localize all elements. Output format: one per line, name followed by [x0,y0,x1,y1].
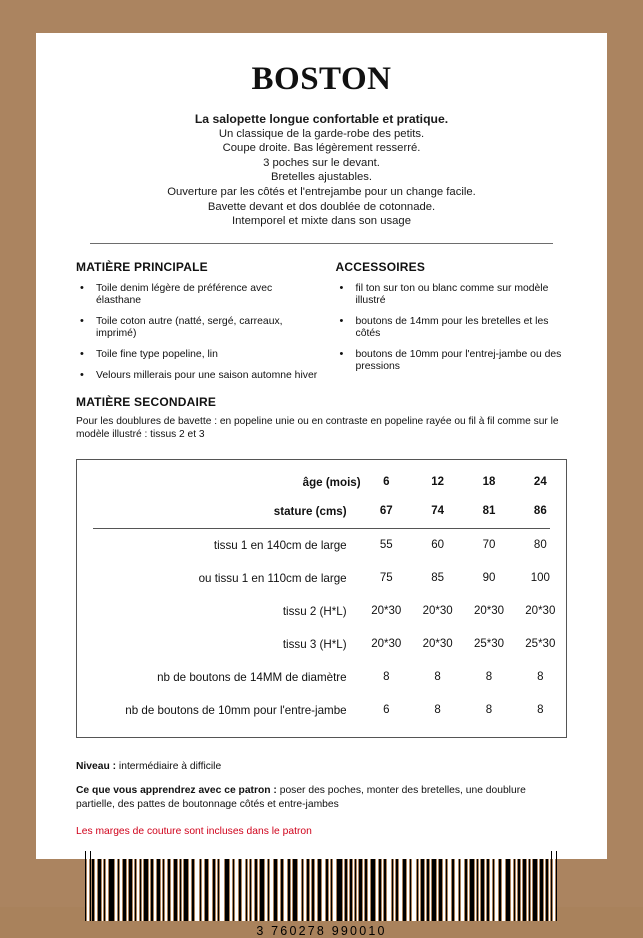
cell: 8 [434,671,441,684]
page-title: BOSTON [251,61,392,97]
cell: 24 [533,476,547,489]
list-item: • boutons de 14mm pour les bretelles et les côtés [336,316,576,340]
seam-allowance-note: Les marges de couture sont incluses dans le patron [76,826,312,838]
cell: 8 [434,704,441,717]
cell: 75 [379,572,393,585]
cell: 20*30 [525,605,556,618]
pattern-sheet [36,33,607,938]
barcode-area [62,859,581,938]
cell: 20*30 [371,638,402,651]
size-table-body [77,529,566,727]
cell: 100 [530,572,550,585]
size-table-container [76,459,567,738]
cell: 6 [383,476,390,489]
level-row [76,760,567,774]
cell: 20*30 [422,605,453,618]
cell: 12 [431,476,445,489]
intro-lead: La salopette longue confortable et pratique. [194,112,449,126]
row-label: âge (mois) [302,475,361,489]
table-row [77,628,566,661]
intro-line: Intemporel et mixte dans son usage [232,215,411,228]
divider [90,243,553,244]
cell: 81 [482,505,496,518]
intro-block [62,112,581,229]
main-fabric-section [76,260,326,391]
cell: 25*30 [525,638,556,651]
list-item: • Toile fine type popeline, lin [76,349,318,361]
table-row-stature [77,495,566,528]
learn-row [76,784,567,811]
cell: 90 [482,572,496,585]
learn-value: poser des poches, monter des bretelles, une doublure partielle, des pattes de boutonnage côtés et entre-jambes [76,785,526,810]
cell: 20*30 [473,605,504,618]
materials-columns [62,260,581,391]
intro-line: Bavette devant et dos doublée de cotonnade. [207,200,436,213]
secondary-fabric-heading: MATIÈRE SECONDAIRE [76,394,217,409]
list-item: • fil ton sur ton ou blanc comme sur modèle illustré [336,283,576,307]
cell: 86 [533,505,547,518]
accessories-heading: ACCESSOIRES [335,259,426,274]
cell: 8 [485,671,493,684]
table-row [77,529,566,562]
intro-line: Bretelles ajustables. [270,171,373,184]
accessories-section [326,260,576,391]
row-label: tissu 1 en 140cm de large [213,538,347,552]
row-label: nb de boutons de 10mm pour l'entre-jambe [125,703,347,717]
row-label: stature (cms) [273,504,347,518]
barcode-number: 3 760278 990010 [256,923,387,938]
cell: 74 [431,505,445,518]
table-row [77,694,566,727]
main-fabric-heading: MATIÈRE PRINCIPALE [76,259,208,274]
row-label: ou tissu 1 en 110cm de large [198,571,347,585]
intro-line: Un classique de la garde-robe des petits. [218,127,425,140]
row-label: tissu 3 (H*L) [282,637,347,651]
cell: 67 [379,505,393,518]
table-row-age [77,470,566,495]
cell: 20*30 [371,605,402,618]
cell: 8 [537,704,544,717]
row-label: tissu 2 (H*L) [282,604,347,618]
cell: 8 [383,671,390,684]
list-item: • Velours millerais pour une saison automne hiver [76,370,318,382]
cell: 20*30 [422,638,453,651]
row-label: nb de boutons de 14MM de diamètre [157,670,347,684]
list-item: • Toile coton autre (natté, sergé, carreaux, imprimé) [76,316,318,340]
cell: 18 [482,476,496,489]
cell: 8 [485,704,493,717]
cell: 70 [482,539,496,552]
accessories-list [336,283,576,373]
cell: 6 [383,704,390,717]
level-value: intermédiaire à difficile [116,760,222,772]
cell: 80 [533,539,547,552]
barcode-icon [85,859,559,921]
secondary-fabric-section [62,395,581,441]
table-row [77,562,566,595]
level-label: Niveau : [76,760,117,772]
list-item: • boutons de 10mm pour l'entrej-jambe ou des pressions [336,349,576,373]
footer-notes [76,760,567,839]
secondary-fabric-text: Pour les doublures de bavette : en popeline unie ou en contraste en popeline rayée ou fil à fil comme sur le modèle illustré : tissus 2 et 3 [76,415,559,440]
size-table [77,470,566,528]
cell: 60 [431,539,445,552]
intro-line: Ouverture par les côtés et l'entrejambe pour un change facile. [167,185,476,198]
table-row [77,595,566,628]
cell: 8 [537,671,544,684]
learn-label: Ce que vous apprendrez avec ce patron : [76,785,277,797]
intro-line: 3 poches sur le devant. [263,156,380,169]
table-row [77,661,566,694]
cell: 55 [379,539,393,552]
cell: 85 [431,572,445,585]
cell: 25*30 [473,638,504,651]
list-item: • Toile denim légère de préférence avec élasthane [76,283,318,307]
main-fabric-list [76,283,318,382]
intro-line: Coupe droite. Bas légèrement resserré. [222,142,421,155]
